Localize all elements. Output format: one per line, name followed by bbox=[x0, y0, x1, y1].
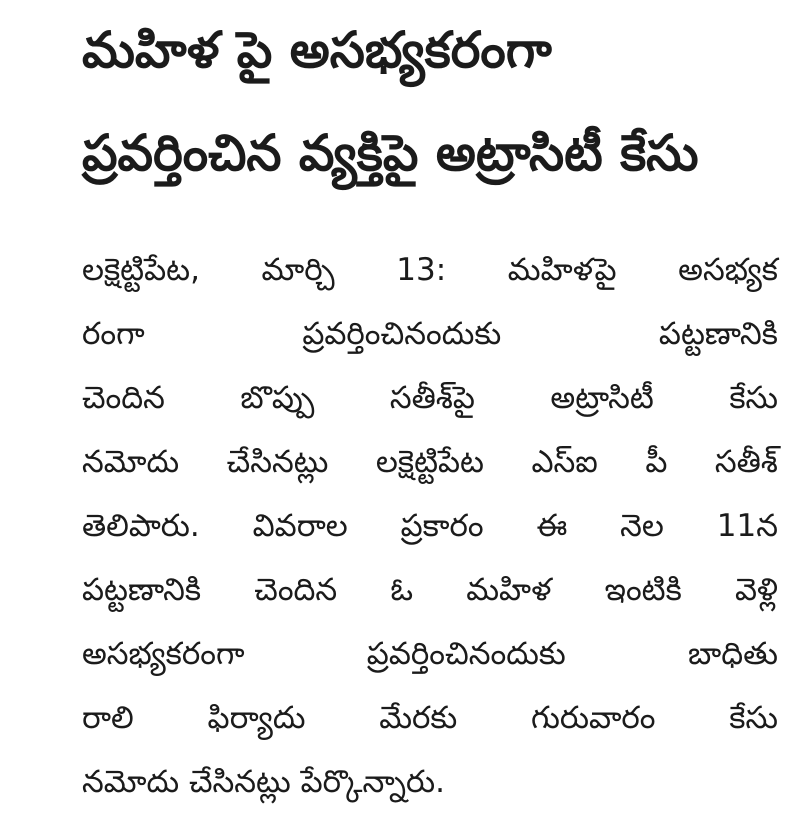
body-line bbox=[82, 238, 778, 302]
body-word: తెలిపారు. bbox=[82, 508, 200, 544]
body-word: ఫిర్యాదు bbox=[207, 700, 306, 736]
body-word: పట్టణానికి bbox=[658, 316, 778, 352]
body-word: అసభ్యకరంగా bbox=[82, 636, 245, 672]
body-word: రాలి bbox=[82, 700, 134, 736]
body-word: ప్రకారం bbox=[400, 508, 484, 544]
body-word: అట్రాసిటీ bbox=[550, 380, 654, 416]
body-word: చెందిన bbox=[254, 572, 338, 608]
body-word: సతీశ్ bbox=[714, 444, 778, 480]
body-word: పీ bbox=[645, 444, 668, 480]
body-word: ఇంటికి bbox=[604, 572, 682, 608]
body-word: వివరాల bbox=[252, 508, 348, 544]
article-body bbox=[82, 238, 778, 814]
body-word: ఎస్‌ఐ bbox=[531, 444, 598, 480]
body-line bbox=[82, 366, 778, 430]
body-word: గురువారం bbox=[531, 700, 656, 736]
body-word: పట్టణానికి bbox=[82, 572, 202, 608]
body-word: రంగా bbox=[82, 316, 145, 352]
body-word: ఈ bbox=[536, 508, 568, 544]
body-word: ప్రవర్తించినందుకు bbox=[302, 316, 502, 352]
body-word: ప్రవర్తించినందుకు bbox=[366, 636, 566, 672]
body-word: లక్షెట్టిపేట, bbox=[82, 252, 200, 288]
body-word: మేరకు bbox=[379, 700, 458, 736]
body-line bbox=[82, 430, 778, 494]
body-word: లక్షెట్టిపేట bbox=[375, 444, 484, 480]
body-word: మహిళపై bbox=[507, 252, 617, 288]
body-word: మార్చి bbox=[261, 252, 335, 288]
headline-line-1: మహిళ పై అసభ్యకరంగా bbox=[82, 21, 552, 79]
body-word: బొప్పు bbox=[240, 380, 315, 416]
body-word: 13: bbox=[396, 252, 447, 288]
body-word: మహిళ bbox=[466, 572, 552, 608]
body-word: సతీశ్‌పై bbox=[389, 380, 475, 416]
body-word: నెల bbox=[620, 508, 664, 544]
headline-line-2: ప్రవర్తించిన వ్యక్తిపై అట్రాసిటీ కేసు bbox=[82, 124, 699, 182]
body-line bbox=[82, 302, 778, 366]
body-word: వెళ్లి bbox=[735, 572, 778, 608]
body-word: చెందిన bbox=[82, 380, 165, 416]
body-line bbox=[82, 686, 778, 750]
body-word: బాధితు bbox=[688, 636, 778, 672]
body-word: కేసు bbox=[729, 700, 778, 736]
body-word: నమోదు bbox=[82, 444, 180, 480]
body-word: 11న bbox=[716, 508, 778, 544]
body-word: చేసినట్లు bbox=[226, 444, 329, 480]
body-line-last: నమోదు చేసినట్లు పేర్కొన్నారు. bbox=[82, 764, 445, 800]
body-word: అసభ్యక bbox=[678, 252, 778, 288]
body-line bbox=[82, 622, 778, 686]
body-word: కేసు bbox=[729, 380, 778, 416]
body-line bbox=[82, 494, 778, 558]
body-line bbox=[82, 558, 778, 622]
body-word: ఓ bbox=[390, 572, 414, 608]
